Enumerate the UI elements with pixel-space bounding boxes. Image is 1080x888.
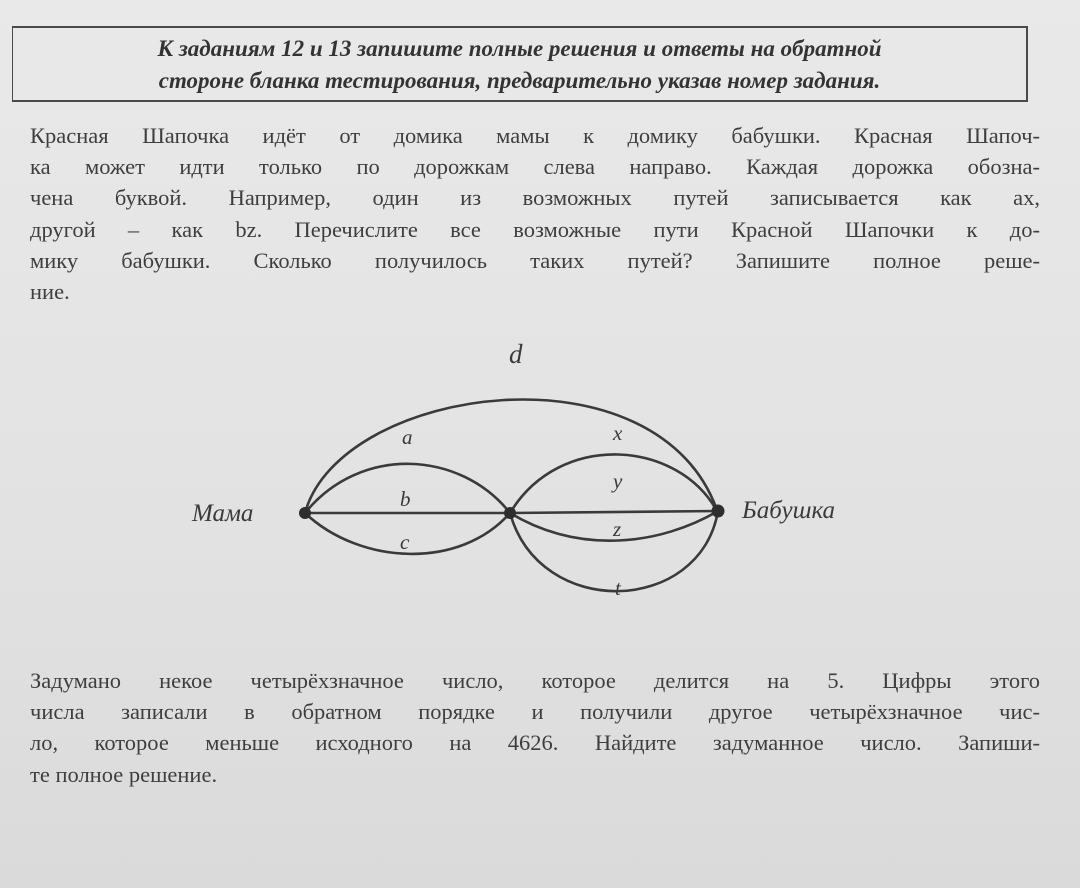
task-12-line: чена буквой. Например, один из возможных путей записывается как ax, [30,185,1040,211]
instruction-line-1: К заданиям 12 и 13 запишите полные решения и ответы на обратной [157,36,882,61]
task-12-line: Красная Шапочка идёт от домика мамы к домику бабушки. Красная Шапоч- [30,123,1040,148]
label-t: t [615,576,621,600]
task-12-line: ние. [30,279,70,305]
path-y [510,511,718,513]
task-12-line: ка может идти только по дорожкам слева направо. Каждая дорожка обозна- [30,154,1040,180]
task-13-line: числа записали в обратном порядке и получили другое четырёхзначное чис- [30,699,1040,725]
label-z: z [613,517,622,541]
label-y: y [613,469,623,493]
node-middle [504,507,516,519]
instruction-line-2: стороне бланка тестирования, предварительно указав номер задания. [158,68,881,93]
path-diagram [0,330,1080,610]
instruction-box [12,26,1028,102]
node-babushka [712,505,725,518]
label-d: d [509,339,523,369]
label-babushka: Бабушка [742,497,836,524]
task-12-line: мику бабушки. Сколько получилось таких путей? Запишите полное реше- [30,247,1040,273]
task-13-line: Задумано некое четырёхзначное число, которое делится на 5. Цифры этого [30,668,1040,693]
task-13-line: те полное решение. [30,761,218,787]
label-a: a [402,425,413,449]
label-x: x [613,421,623,445]
node-mama [299,507,311,519]
label-b: b [400,487,411,511]
path-d [305,400,718,513]
task-12-line: другой – как bz. Перечислите все возможные пути Красной Шапочки к до- [30,216,1040,242]
task-13-line: ло, которое меньше исходного на 4626. Найдите задуманное число. Запиши- [30,730,1040,756]
task-13-text [30,665,1040,790]
label-c: c [400,530,410,554]
label-mama: Мама [192,500,254,527]
task-12-text [30,120,1040,307]
